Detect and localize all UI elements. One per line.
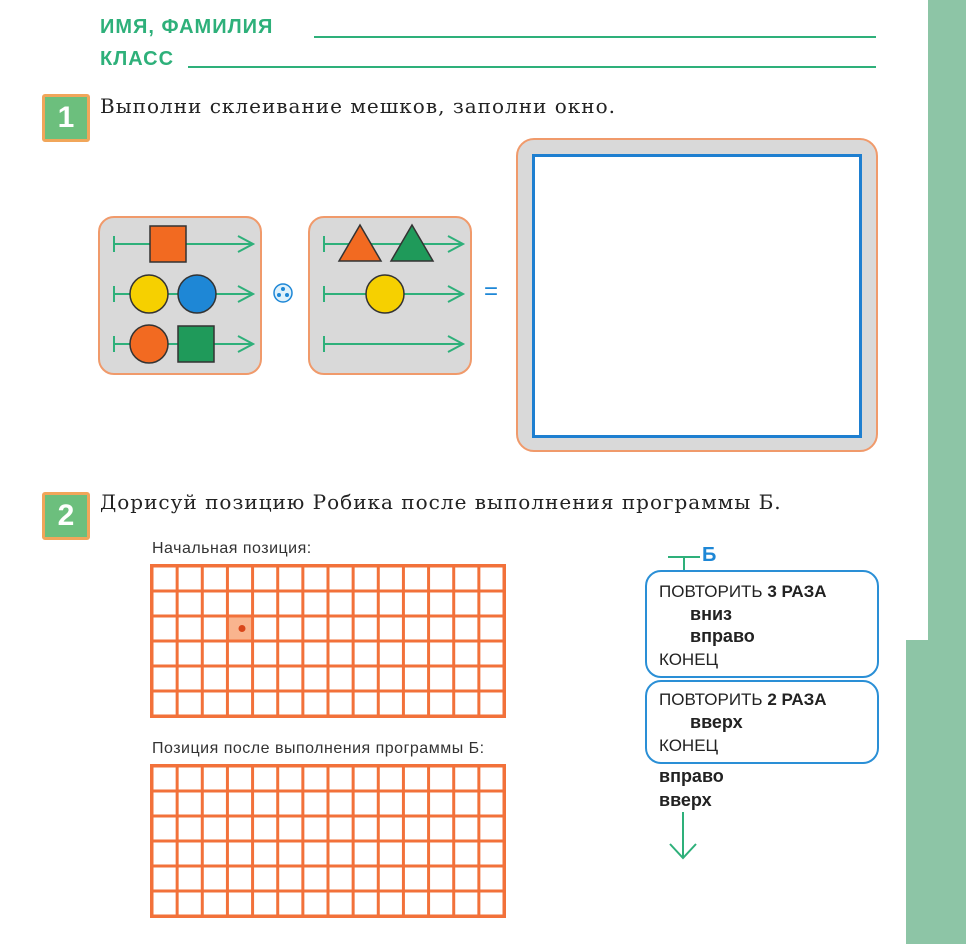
grid-cell (204, 593, 226, 615)
grid-cell (254, 668, 276, 690)
grid-cell (480, 868, 502, 890)
grid-cell (254, 618, 276, 640)
grid-cell (304, 618, 326, 640)
grid-cell (204, 768, 226, 790)
grid-cell (304, 668, 326, 690)
grid-cell (229, 593, 251, 615)
grid-cell (304, 793, 326, 815)
page-edge-stripe-lower (906, 640, 966, 944)
grid-cell (204, 568, 226, 590)
blue-circle-icon (178, 275, 216, 313)
grid-cell (330, 618, 352, 640)
grid-cell (279, 643, 301, 665)
grid-cell (254, 793, 276, 815)
grid-cell (304, 843, 326, 865)
grid-cell (229, 668, 251, 690)
grid-cell (380, 593, 402, 615)
grid-cell (304, 868, 326, 890)
grid-cell (455, 618, 477, 640)
grid-cell (279, 818, 301, 840)
grid-cell (380, 668, 402, 690)
command-up: вверх (690, 712, 743, 732)
grid-cell (304, 693, 326, 715)
grid-cell (480, 893, 502, 915)
result-window[interactable] (532, 154, 862, 438)
orange-square-icon (150, 226, 186, 262)
grid-cell (455, 768, 477, 790)
grid-cell (380, 793, 402, 815)
grid-cell (355, 843, 377, 865)
grid-cell (355, 593, 377, 615)
grid-cell (355, 668, 377, 690)
equals-sign: = (484, 278, 499, 305)
grid-cell (380, 693, 402, 715)
grid-cell (179, 843, 201, 865)
grid-cell (480, 693, 502, 715)
grid-cell (405, 643, 427, 665)
grid-cell (380, 568, 402, 590)
grid-cell (154, 818, 176, 840)
grid-cell (254, 568, 276, 590)
grid-cell (204, 643, 226, 665)
grid-cell (229, 893, 251, 915)
end-keyword: КОНЕЦ (659, 650, 719, 669)
command-down: вниз (690, 604, 732, 624)
grid-cell (254, 643, 276, 665)
grid-cell (380, 868, 402, 890)
grid-cell (330, 793, 352, 815)
grid-cell (279, 618, 301, 640)
grid-cell (330, 693, 352, 715)
grid-cell (179, 868, 201, 890)
grid-cell (304, 643, 326, 665)
grid-cell (179, 768, 201, 790)
grid-cell (330, 843, 352, 865)
glue-operator-icon (272, 282, 294, 304)
grid-cell (204, 693, 226, 715)
grid-cell (480, 768, 502, 790)
yellow-circle-icon (130, 275, 168, 313)
grid-cell (154, 893, 176, 915)
task-number-1: 1 (42, 94, 90, 142)
grid-cell (254, 768, 276, 790)
grid-cell (279, 568, 301, 590)
grid-cell (355, 893, 377, 915)
grid-cell (254, 843, 276, 865)
grid-cell (430, 668, 452, 690)
grid-cell (330, 643, 352, 665)
grid-cell (279, 793, 301, 815)
grid-cell (405, 793, 427, 815)
bag-2-contents (308, 216, 472, 376)
grid-cell (405, 768, 427, 790)
grid-cell (405, 893, 427, 915)
grid-cell (204, 818, 226, 840)
grid-cell (279, 843, 301, 865)
grid-cell (179, 568, 201, 590)
grid-cell (405, 868, 427, 890)
task1-text: Выполни склеивание мешков, заполни окно. (100, 94, 617, 118)
grid-cell (304, 818, 326, 840)
program-name: Б (702, 544, 717, 566)
grid-cell (355, 693, 377, 715)
grid-cell (405, 568, 427, 590)
grid-cell (455, 893, 477, 915)
repeat-count: 3 (767, 582, 777, 601)
grid-cell (254, 893, 276, 915)
orange-circle-icon (130, 325, 168, 363)
initial-grid (150, 564, 506, 718)
repeat-block-2-header (659, 690, 827, 710)
command-right: вправо (690, 626, 755, 646)
grid-cell (279, 768, 301, 790)
grid-cell (455, 593, 477, 615)
grid-cell (304, 893, 326, 915)
grid-cell (480, 818, 502, 840)
grid-cell (229, 818, 251, 840)
grid-cell (254, 693, 276, 715)
grid-cell (154, 668, 176, 690)
grid-cell (179, 793, 201, 815)
grid-cell (430, 593, 452, 615)
grid-cell (330, 893, 352, 915)
grid-cell (279, 668, 301, 690)
grid-cell (204, 843, 226, 865)
grid-cell (330, 768, 352, 790)
grid-cell (229, 568, 251, 590)
grid-cell (480, 618, 502, 640)
grid-cell (455, 818, 477, 840)
grid-cell (355, 768, 377, 790)
grid-cell (380, 618, 402, 640)
grid-cell (154, 568, 176, 590)
class-line (188, 66, 876, 68)
yellow-circle-icon (366, 275, 404, 313)
grid-cell (330, 593, 352, 615)
repeat-keyword: ПОВТОРИТЬ (659, 690, 763, 709)
grid-cell (330, 668, 352, 690)
grid-cell (355, 818, 377, 840)
grid-cell (355, 618, 377, 640)
grid-cell (455, 843, 477, 865)
grid-cell (254, 868, 276, 890)
grid-cell (154, 793, 176, 815)
grid-cell (405, 818, 427, 840)
grid-cell (480, 843, 502, 865)
robot-marker-icon (239, 625, 246, 632)
grid-cell (179, 593, 201, 615)
name-line (314, 36, 876, 38)
grid-cell (154, 618, 176, 640)
grid-cell (455, 868, 477, 890)
command-up: вверх (659, 790, 712, 810)
grid-cell (480, 593, 502, 615)
grid-cell (179, 693, 201, 715)
class-label: КЛАСС (100, 48, 175, 70)
bag-1-contents (98, 216, 262, 376)
grid-cell (380, 843, 402, 865)
grid-cell (229, 768, 251, 790)
grid-cell (154, 868, 176, 890)
grid-cell (355, 868, 377, 890)
grid-cell (279, 868, 301, 890)
grid-cell (430, 643, 452, 665)
grid-cell (380, 643, 402, 665)
grid-cell (455, 568, 477, 590)
grid-cell (254, 818, 276, 840)
grid-cell (430, 868, 452, 890)
times-keyword: РАЗА (781, 690, 827, 709)
grid-cell (204, 668, 226, 690)
grid-cell (204, 893, 226, 915)
grid-cell (480, 568, 502, 590)
grid-cell (430, 768, 452, 790)
grid-cell (179, 818, 201, 840)
grid-cell (430, 693, 452, 715)
grid-cell (304, 593, 326, 615)
grid-cell (154, 693, 176, 715)
task2-text: Дорисуй позицию Робика после выполнения программы Б. (100, 490, 782, 514)
grid-cell (279, 893, 301, 915)
grid-cell (154, 768, 176, 790)
after-position-label: Позиция после выполнения программы Б: (152, 740, 485, 757)
grid-cell (480, 668, 502, 690)
grid-cell (455, 643, 477, 665)
grid-cell (304, 568, 326, 590)
times-keyword: РАЗА (781, 582, 827, 601)
grid-cell (330, 868, 352, 890)
grid-cell (480, 793, 502, 815)
repeat-block-1-header (659, 582, 827, 602)
grid-cell (204, 618, 226, 640)
grid-cell (430, 843, 452, 865)
command-right: вправо (659, 766, 724, 786)
grid-cell (430, 893, 452, 915)
grid-cell (380, 768, 402, 790)
grid-cell (154, 643, 176, 665)
grid-cell (179, 668, 201, 690)
grid-cell (455, 693, 477, 715)
grid-cell (455, 668, 477, 690)
repeat-count: 2 (767, 690, 777, 709)
grid-cell (279, 693, 301, 715)
grid-cell (330, 568, 352, 590)
grid-cell (179, 893, 201, 915)
grid-cell (229, 643, 251, 665)
grid-cell (204, 868, 226, 890)
grid-cell (380, 893, 402, 915)
grid-cell (355, 793, 377, 815)
grid-cell (430, 818, 452, 840)
grid-cell (179, 643, 201, 665)
grid-cell (355, 568, 377, 590)
grid-cell (179, 618, 201, 640)
grid-cell (154, 593, 176, 615)
green-square-icon (178, 326, 214, 362)
initial-position-label: Начальная позиция: (152, 540, 312, 557)
end-keyword: КОНЕЦ (659, 736, 719, 755)
grid-cell (405, 843, 427, 865)
grid-cell (355, 643, 377, 665)
task-number-2: 2 (42, 492, 90, 540)
grid-cell (279, 593, 301, 615)
grid-cell (154, 843, 176, 865)
grid-cell (204, 793, 226, 815)
grid-cell (229, 868, 251, 890)
grid-cell (405, 618, 427, 640)
grid-cell (229, 793, 251, 815)
grid-cell (229, 693, 251, 715)
page-edge-stripe (928, 0, 966, 640)
grid-cell (405, 693, 427, 715)
grid-cell (480, 643, 502, 665)
answer-grid[interactable] (150, 764, 506, 918)
grid-cell (380, 818, 402, 840)
grid-cell (304, 768, 326, 790)
program-end-arrow-icon (666, 810, 700, 862)
grid-cell (405, 668, 427, 690)
repeat-keyword: ПОВТОРИТЬ (659, 582, 763, 601)
grid-cell (430, 618, 452, 640)
grid-cell (229, 843, 251, 865)
grid-cell (455, 793, 477, 815)
grid-cell (330, 818, 352, 840)
name-label: ИМЯ, ФАМИЛИЯ (100, 16, 274, 38)
grid-cell (430, 568, 452, 590)
grid-cell (254, 593, 276, 615)
grid-cell (405, 593, 427, 615)
grid-cell (430, 793, 452, 815)
